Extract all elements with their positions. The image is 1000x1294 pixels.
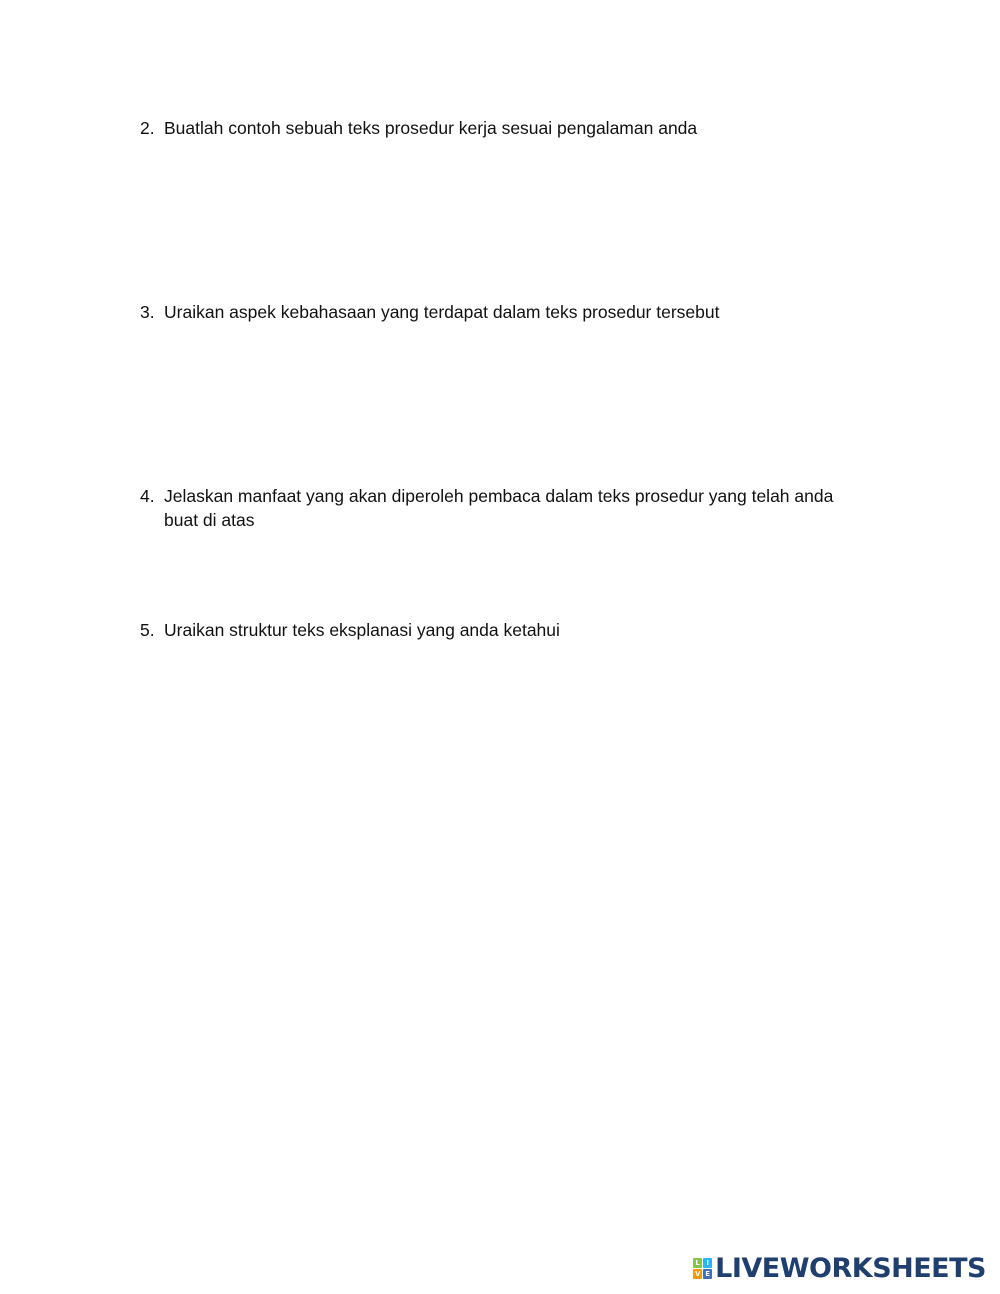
question-text: Buatlah contoh sebuah teks prosedur kerja sesuai pengalaman anda: [164, 118, 698, 138]
question-text: Uraikan struktur teks eksplanasi yang anda ketahui: [164, 620, 560, 640]
logo-tile-v: V: [694, 1270, 701, 1278]
question-number: 4.: [140, 486, 155, 506]
question-3: [140, 300, 860, 324]
question-number: 2.: [140, 118, 155, 138]
question-4: [140, 484, 860, 532]
question-text: Jelaskan manfaat yang akan diperoleh pembaca dalam teks prosedur yang telah anda buat di atas: [164, 486, 834, 530]
logo-tile-l: L: [693, 1258, 702, 1268]
liveworksheets-logo-icon: [693, 1258, 712, 1279]
question-number: 3.: [140, 302, 155, 322]
brand-name: LIVEWORKSHEETS: [715, 1253, 986, 1284]
question-2: [140, 116, 860, 140]
question-number: 5.: [140, 620, 155, 640]
logo-tile-e: E: [703, 1269, 712, 1279]
logo-tile-i: I: [703, 1258, 712, 1268]
liveworksheets-brand: [693, 1253, 986, 1284]
question-5: [140, 618, 860, 642]
question-text: Uraikan aspek kebahasaan yang terdapat dalam teks prosedur tersebut: [164, 302, 720, 322]
